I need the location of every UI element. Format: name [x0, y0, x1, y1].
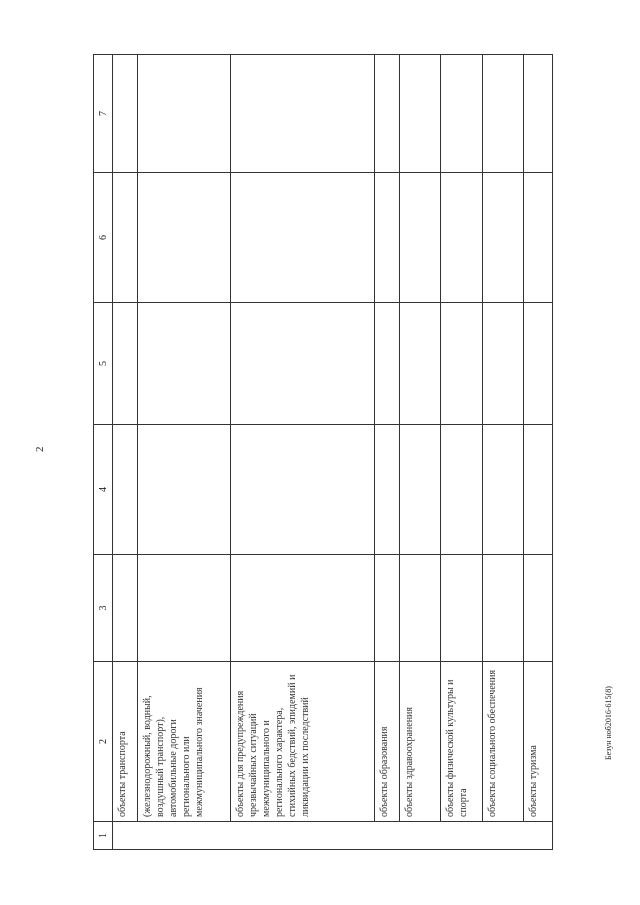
table-row: [113, 55, 138, 850]
row-label: объекты здравоохранения: [400, 662, 441, 822]
table-row: [482, 55, 523, 850]
col-header-5: 5: [94, 303, 113, 425]
data-table: [93, 54, 553, 850]
table-row: [441, 55, 482, 850]
rotated-table: [93, 55, 553, 850]
col-header-3: 3: [94, 555, 113, 662]
row-label: объекты для предупреждения чрезвычайных ситуаций межмуниципального и регионального характера, стихийных бедствий, эпидемий и ликвидации их последствий: [230, 662, 375, 822]
row-label: объекты физической культуры и спорта: [441, 662, 482, 822]
row-label: объекты социального обеспечения: [482, 662, 523, 822]
header-row: [94, 55, 113, 850]
table-row: [375, 55, 400, 850]
col-header-6: 6: [94, 173, 113, 303]
row-label: (железнодорожный, водный, воздушный транспорт), автомобильные дороги регионального или межмуниципального значения: [137, 662, 230, 822]
table-row: [524, 55, 553, 850]
table-row: [230, 55, 375, 850]
row-label: объекты образования: [375, 662, 400, 822]
merged-cell-col1: [113, 822, 553, 850]
table-row: [400, 55, 441, 850]
row-label: объекты транспорта: [113, 662, 138, 822]
col-header-7: 7: [94, 55, 113, 173]
col-header-1: 1: [94, 822, 113, 850]
document-code: Безун ноб2016-615(8): [604, 686, 613, 760]
row-label: объекты туризма: [524, 662, 553, 822]
page-number: 2: [34, 446, 46, 452]
col-header-4: 4: [94, 425, 113, 555]
col-header-2: 2: [94, 662, 113, 822]
table-row: [137, 55, 230, 850]
